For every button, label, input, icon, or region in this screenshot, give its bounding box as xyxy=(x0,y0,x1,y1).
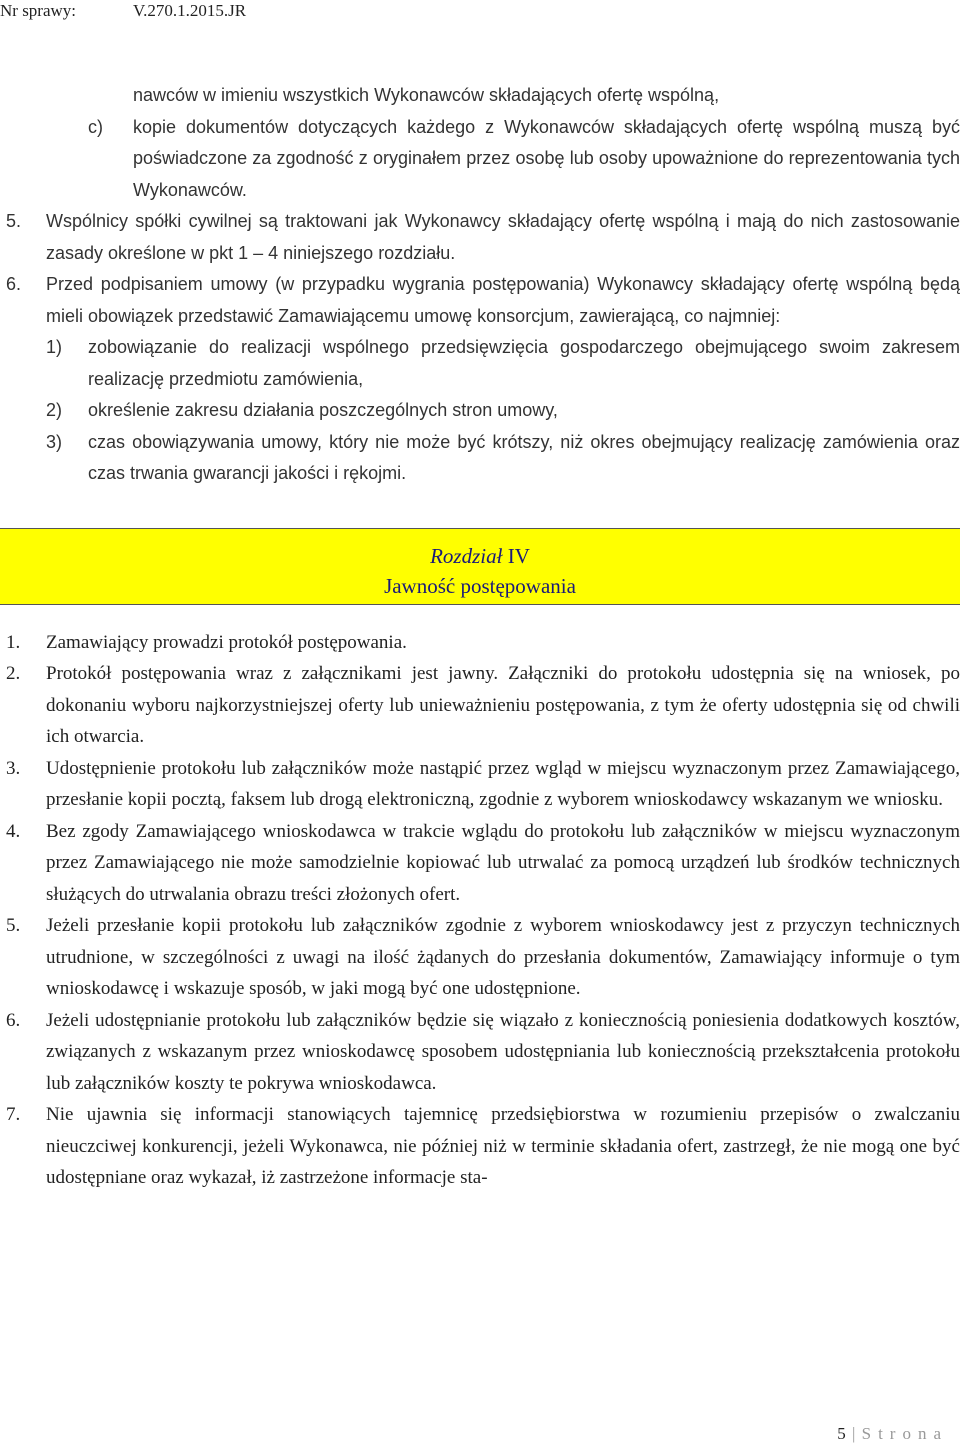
section-text: Jeżeli udostępnianie protokołu lub załączników będzie się wiązało z koniecznością poniesienia dodatkowych kosztów, związanych z wskazanym przez wnioskodawcę sposobem udostępniania lub koniecznością przekształcenia protokołu lub załączników koszty te pokrywa wnioskodawca. xyxy=(46,1009,960,1094)
section-3 xyxy=(0,753,960,816)
point-5 xyxy=(0,206,960,269)
section-6 xyxy=(0,1005,960,1100)
section-4 xyxy=(0,816,960,911)
section-text: Zamawiający prowadzi protokół postępowania. xyxy=(46,631,407,653)
point-6-item-text: czas obowiązywania umowy, który nie może być krótszy, niż okres obejmujący realizację zamówienia oraz czas trwania gwarancji jakości i rękojmi. xyxy=(88,431,960,483)
section-number: 4. xyxy=(6,820,21,842)
point-6-item-2 xyxy=(0,395,960,427)
point-5-number: 5. xyxy=(6,211,22,231)
section-text: Nie ujawnia się informacji stanowiących tajemnicę przedsiębiorstwa w rozumieniu przepisów o zwalczaniu nieuczciwej konkurencji, jeżeli Wykonawca, nie później niż w terminie składania ofert, zastrzegł, że nie mogą one być udostępniane oraz wykazał, iż zastrzeżone informacje sta- xyxy=(46,1104,960,1188)
subpoint-c-text: kopie dokumentów dotyczących każdego z Wykonawców składających ofertę wspólną muszą być poświadczone za zgodność z oryginałem przez osobę lub osoby upoważnione do reprezentowania tych Wykonawców. xyxy=(133,116,960,200)
point-6-item-mark: 3) xyxy=(46,431,63,452)
point-6-item-mark: 2) xyxy=(46,400,63,420)
chapter-sections xyxy=(0,627,960,1194)
point-6-item-1 xyxy=(0,332,960,395)
continuation-line: nawców w imieniu wszystkich Wykonawców składających ofertę wspólną, xyxy=(133,85,720,105)
chapter-number xyxy=(0,541,960,571)
continuation-block xyxy=(0,80,960,490)
section-number: 2. xyxy=(6,663,21,684)
section-1 xyxy=(0,627,960,659)
section-number: 7. xyxy=(6,1104,21,1125)
footer-separator: | xyxy=(851,1424,856,1443)
section-text: Protokół postępowania wraz z załącznikami jest jawny. Załączniki do protokołu udostępnia się na wniosek, po dokonaniu wyboru najkorzystniejszej oferty lub unieważnieniu postępowania, z tym że oferty udostępnia się od chwili ich otwarcia. xyxy=(46,663,960,747)
point-5-text: Wspólnicy spółki cywilnej są traktowani jak Wykonawcy składający ofertę wspólną i mają do nich zastosowanie zasady określone w pkt 1 – 4 niniejszego rozdziału. xyxy=(46,211,960,263)
page-footer xyxy=(837,1423,948,1445)
section-5 xyxy=(0,910,960,1005)
point-6-item-mark: 1) xyxy=(46,337,63,357)
chapter-heading xyxy=(0,528,960,605)
section-text: Udostępnienie protokołu lub załączników może nastąpić przez wgląd w miejscu wyznaczonym przez Zamawiającego, przesłanie kopii pocztą, faksem lub drogą elektroniczną, zgodnie z wyborem wnioskodawcy wskazanym we wniosku. xyxy=(46,757,960,810)
point-6-number: 6. xyxy=(6,274,22,294)
chapter-label: Rozdział xyxy=(430,543,503,568)
page-label: Strona xyxy=(861,1424,948,1443)
point-6-item-3 xyxy=(0,427,960,490)
section-text: Bez zgody Zamawiającego wnioskodawca w trakcie wglądu do protokołu lub załączników w miejscu wyznaczonym przez Zamawiającego nie może samodzielnie kopiować lub utrwalać za pomocą urządzeń lub środków technicznych służących do utrwalania obrazu treści złożonych ofert. xyxy=(46,820,960,905)
case-number-label: Nr sprawy: xyxy=(0,1,77,20)
section-text: Jeżeli przesłanie kopii protokołu lub załączników zgodnie z wyborem wnioskodawcy jest z przyczyn technicznych utrudnione, w szczególności z uwagi na ilość żądanych do przesłania dokumentów, Zamawiający informuje o tym wnioskodawcę i wskazuje sposób, w jaki mogą być one udostępnione. xyxy=(46,915,960,999)
section-2 xyxy=(0,658,960,753)
section-number: 3. xyxy=(6,757,21,779)
subpoint-c-mark: c) xyxy=(88,116,103,137)
subpoint-c xyxy=(0,112,960,207)
point-6-item-text: zobowiązanie do realizacji wspólnego przedsięwzięcia gospodarczego obejmującego swoim zakresem realizację przedmiotu zamówienia, xyxy=(88,337,960,389)
point-6-text: Przed podpisaniem umowy (w przypadku wygrania postępowania) Wykonawcy składający ofertę wspólną będą mieli obowiązek przedstawić Zamawiającemu umowę konsorcjum, zawierającą, co najmniej: xyxy=(46,274,960,326)
section-number: 1. xyxy=(6,631,21,653)
section-number: 5. xyxy=(6,915,21,936)
chapter-roman: IV xyxy=(507,543,530,568)
section-number: 6. xyxy=(6,1009,21,1031)
chapter-title: Jawność postępowania xyxy=(384,573,576,598)
section-7 xyxy=(0,1099,960,1194)
case-number: V.270.1.2015.JR xyxy=(133,1,247,20)
page-number: 5 xyxy=(837,1424,846,1443)
point-6 xyxy=(0,269,960,332)
document-body xyxy=(0,80,960,1194)
point-6-item-text: określenie zakresu działania poszczególnych stron umowy, xyxy=(88,400,558,420)
